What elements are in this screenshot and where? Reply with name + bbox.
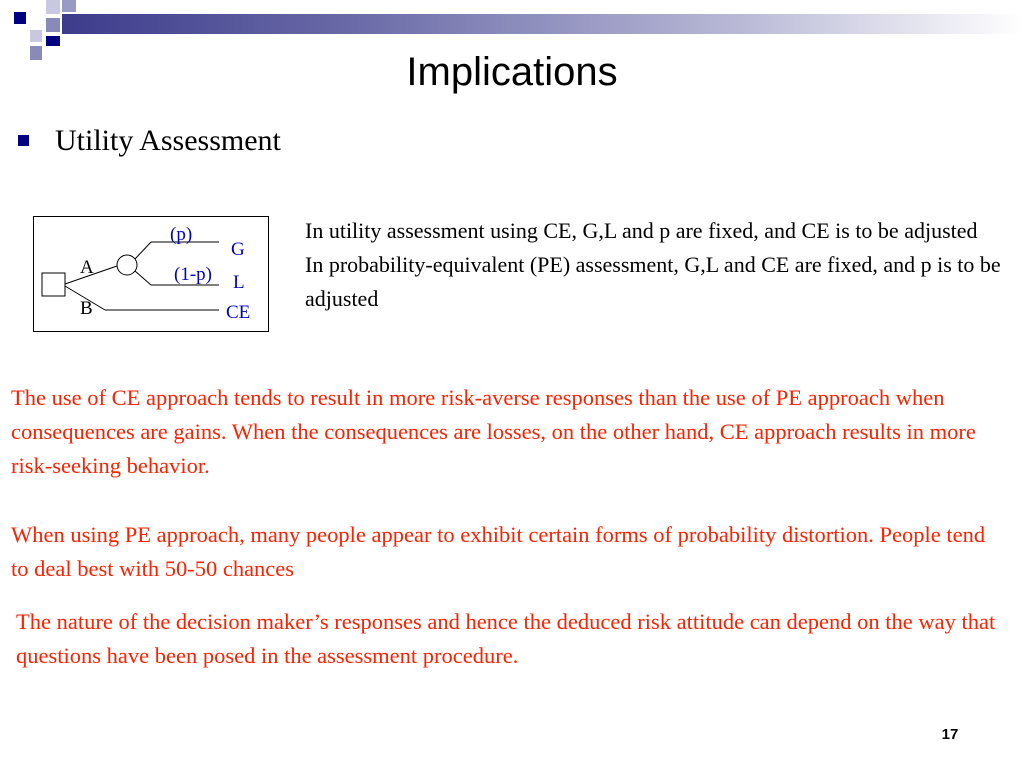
chance-node-circle xyxy=(117,255,137,275)
note-ce-text: The use of CE approach tends to result in more risk-averse responses than the use of PE approach when consequences are gains. When the consequences are losses, on the other hand, CE approach results in more risk-seeking behavior. xyxy=(11,385,976,478)
bullet-utility-assessment: Utility Assessment xyxy=(55,124,281,157)
prob-1p-label: (1-p) xyxy=(174,264,212,285)
slide-title: Implications xyxy=(406,50,618,94)
header-gradient-bar xyxy=(62,14,1024,34)
branch-p-line xyxy=(135,242,151,259)
info-line-pe: In probability-equivalent (PE) assessment, G,L and CE are fixed, and p is to be adjusted xyxy=(305,252,1001,311)
prob-p-label: (p) xyxy=(170,224,193,245)
branch-1p-line xyxy=(135,271,151,285)
note-pe-text: When using PE approach, many people appear to exhibit certain forms of probability distortion. People tend to deal best with 50-50 chances xyxy=(11,522,986,581)
bullet-square-icon xyxy=(18,135,29,146)
note-decision-maker xyxy=(16,605,1001,673)
outcome-l-label: L xyxy=(233,272,245,293)
outcome-g-label: G xyxy=(231,239,245,260)
node-b-label: B xyxy=(80,298,93,319)
corner-square-5 xyxy=(46,18,60,32)
corner-square-4 xyxy=(30,30,42,42)
decision-tree-diagram xyxy=(33,216,269,332)
outcome-ce-label: CE xyxy=(226,302,251,323)
corner-square-2 xyxy=(46,0,60,14)
note-pe-approach xyxy=(11,518,1001,586)
corner-square-6 xyxy=(46,36,60,46)
page-number: 17 xyxy=(941,726,959,743)
note-decision-maker-text: The nature of the decision maker’s responses and hence the deduced risk attitude can depend on the way that questions have been posed in the assessment procedure. xyxy=(16,609,996,668)
note-ce-approach xyxy=(11,381,1001,483)
corner-square-3 xyxy=(62,0,76,12)
node-a-label: A xyxy=(80,257,94,278)
decision-node-square xyxy=(42,273,65,296)
corner-square-1 xyxy=(14,12,26,24)
assessment-info xyxy=(305,214,1005,316)
info-line-ce: In utility assessment using CE, G,L and p are fixed, and CE is to be adjusted xyxy=(305,218,978,243)
